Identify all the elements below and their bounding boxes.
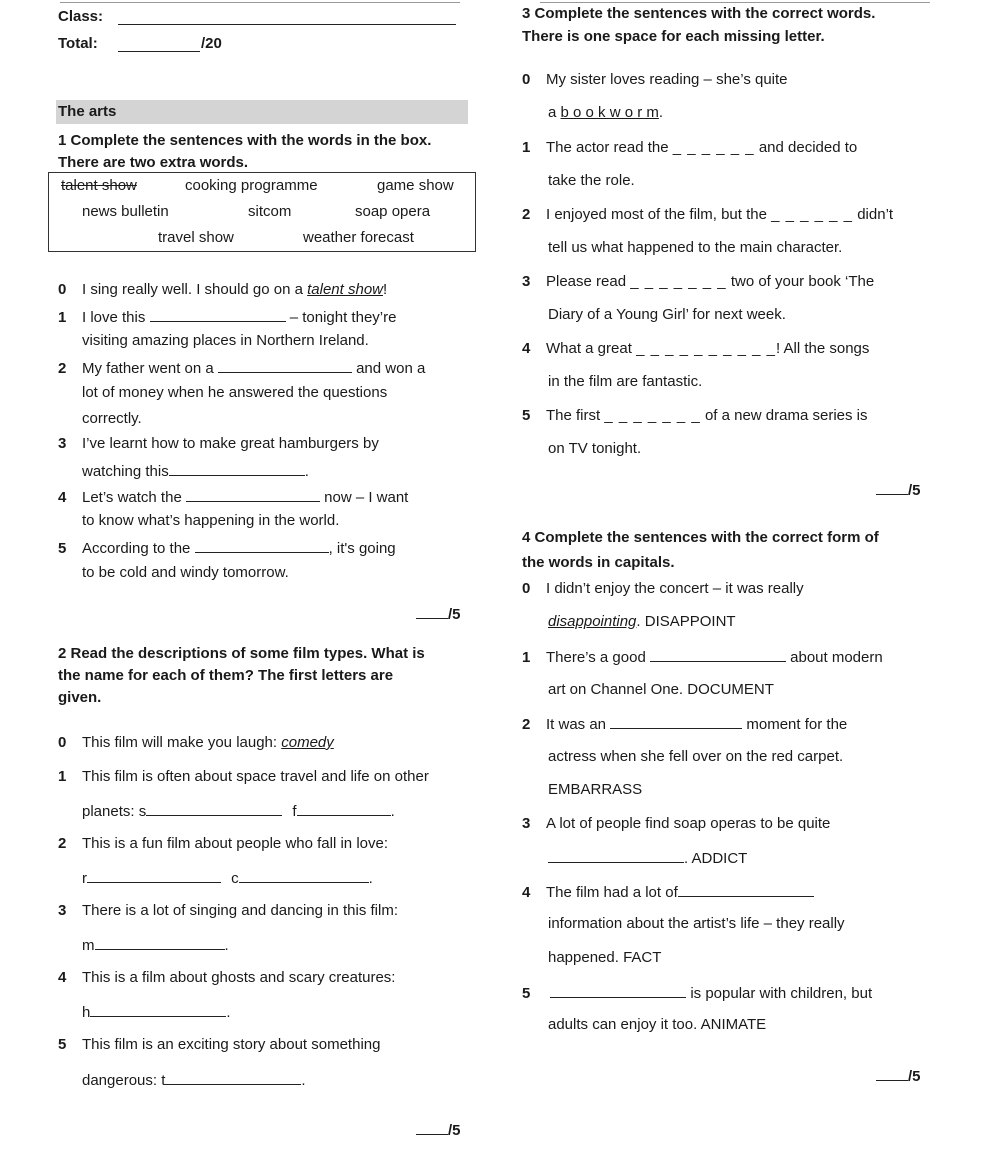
score-blank[interactable] xyxy=(876,1066,908,1081)
ex3-example: 0 My sister loves reading – she’s quite xyxy=(522,71,788,88)
class-label: Class: xyxy=(58,8,104,25)
word-box-item: soap opera xyxy=(355,203,431,220)
ex1-q2-cont: lot of money when he answered the questions xyxy=(82,384,388,401)
ex2-q1-cont: planets: s f . xyxy=(82,803,395,820)
class-field[interactable] xyxy=(118,10,456,25)
answer-blank[interactable] xyxy=(650,647,786,662)
ex1-q1-cont: visiting amazing places in Northern Ireland. xyxy=(82,332,369,349)
answer-blank[interactable] xyxy=(610,714,742,729)
answer-blank[interactable] xyxy=(95,935,225,950)
ex3-q5-cont: on TV tonight. xyxy=(548,440,642,457)
ex4-q2-cont: EMBARRASS xyxy=(548,781,643,798)
ex1-q4: 4 Let’s watch the now – I want xyxy=(58,489,409,506)
ex4-score: /5 xyxy=(876,1066,921,1085)
score-blank[interactable] xyxy=(876,480,908,495)
section-title: The arts xyxy=(58,103,117,120)
ex3-q4-cont: in the film are fantastic. xyxy=(548,373,703,390)
ex4-instruction: the words in capitals. xyxy=(522,554,675,571)
ex1-example: 0 I sing really well. I should go on a talent show! xyxy=(58,281,388,298)
ex3-q5: 5 The first _ _ _ _ _ _ _ of a new drama series is xyxy=(522,407,868,424)
ex2-score: /5 xyxy=(416,1120,461,1139)
ex4-q4-cont: happened. FACT xyxy=(548,949,662,966)
ex3-q4: 4 What a great _ _ _ _ _ _ _ _ _ _! All the songs xyxy=(522,340,870,357)
ex1-q5: 5 According to the , it's going xyxy=(58,540,396,557)
answer-blank[interactable] xyxy=(678,882,814,897)
ex3-instruction: There is one space for each missing letter. xyxy=(522,28,825,45)
word-box xyxy=(48,172,476,252)
word-box-item: cooking programme xyxy=(185,177,318,194)
ex1-q1: 1 I love this – tonight they’re xyxy=(58,309,397,326)
ex1-score: /5 xyxy=(416,604,461,623)
ex2-q3-cont: m . xyxy=(82,937,229,954)
total-value: /20 xyxy=(201,35,222,52)
ex4-q5: 5 is popular with children, but xyxy=(522,985,873,1002)
ex3-q3: 3 Please read _ _ _ _ _ _ _ two of your book ‘The xyxy=(522,273,875,290)
ex2-instruction: the name for each of them? The first letters are xyxy=(58,667,394,684)
word-box-item: talent show xyxy=(61,177,137,194)
word-box-item: weather forecast xyxy=(303,229,414,246)
ex4-q3-cont: . ADDICT xyxy=(548,848,747,867)
letter-blanks: _ _ _ _ _ _ xyxy=(771,206,854,223)
ex4-instruction: 4 Complete the sentences with the correct form of xyxy=(522,529,879,546)
total-label: Total: xyxy=(58,35,98,52)
ex2-q5: 5 This film is an exciting story about something xyxy=(58,1036,381,1053)
answer-blank[interactable] xyxy=(195,538,329,553)
ex2-q4: 4 This is a film about ghosts and scary creatures: xyxy=(58,969,396,986)
ex2-example: 0 This film will make you laugh: comedy xyxy=(58,734,334,751)
ex2-instruction: 2 Read the descriptions of some film types. What is xyxy=(58,645,425,662)
ex2-q2-cont: r c . xyxy=(82,870,373,887)
score-blank[interactable] xyxy=(416,1120,448,1135)
ex3-q3-cont: Diary of a Young Girl’ for next week. xyxy=(548,306,786,323)
answer-blank[interactable] xyxy=(550,983,686,998)
ex4-example-cont: disappointing. DISAPPOINT xyxy=(548,613,736,630)
ex3-example-cont: a b o o k w o r m. xyxy=(548,104,664,121)
ex2-q2: 2 This is a fun film about people who fall in love: xyxy=(58,835,388,852)
ex4-q5-cont: adults can enjoy it too. ANIMATE xyxy=(548,1016,767,1033)
answer-blank[interactable] xyxy=(297,801,391,816)
ex2-instruction: given. xyxy=(58,689,102,706)
ex3-q2-cont: tell us what happened to the main character. xyxy=(548,239,843,256)
word-box-item: sitcom xyxy=(248,203,292,220)
answer-blank[interactable] xyxy=(150,307,286,322)
answer-blank[interactable] xyxy=(218,358,352,373)
top-rule xyxy=(540,2,930,3)
section-heading-bar xyxy=(56,100,468,124)
answer-blank[interactable] xyxy=(548,848,684,863)
answer-blank[interactable] xyxy=(146,801,282,816)
ex1-q3-cont: watching this . xyxy=(82,463,309,480)
ex4-q4-cont: information about the artist’s life – they really xyxy=(548,915,845,932)
ex4-q4: 4 The film had a lot of xyxy=(522,882,814,901)
ex1-q5-cont: to be cold and windy tomorrow. xyxy=(82,564,289,581)
ex1-instruction: 1 Complete the sentences with the words in the box. xyxy=(58,132,432,149)
ex1-q3: 3 I’ve learnt how to make great hamburgers by xyxy=(58,435,379,452)
letter-blanks: _ _ _ _ _ _ _ xyxy=(604,407,701,424)
answer-blank[interactable] xyxy=(239,868,369,883)
letter-blanks: _ _ _ _ _ _ _ _ _ _ xyxy=(636,340,776,357)
ex3-q1: 1 The actor read the _ _ _ _ _ _ and decided to xyxy=(522,139,858,156)
ex4-q2: 2 It was an moment for the xyxy=(522,716,848,733)
total-field[interactable] xyxy=(118,37,200,52)
ex1-q2-cont: correctly. xyxy=(82,410,142,427)
ex2-q3: 3 There is a lot of singing and dancing in this film: xyxy=(58,902,399,919)
top-rule xyxy=(60,2,460,3)
answer-blank[interactable] xyxy=(165,1070,301,1085)
ex4-q1: 1 There’s a good about modern xyxy=(522,649,883,666)
answer-blank[interactable] xyxy=(186,487,320,502)
ex3-score: /5 xyxy=(876,480,921,499)
ex1-q4-cont: to know what’s happening in the world. xyxy=(82,512,340,529)
ex2-q5-cont: dangerous: t . xyxy=(82,1072,306,1089)
letter-blanks: _ _ _ _ _ _ xyxy=(672,139,755,156)
ex1-q2: 2 My father went on a and won a xyxy=(58,360,426,377)
answer-blank[interactable] xyxy=(169,461,305,476)
ex4-q1-cont: art on Channel One. DOCUMENT xyxy=(548,681,774,698)
ex3-q1-cont: take the role. xyxy=(548,172,635,189)
ex4-q2-cont: actress when she fell over on the red carpet. xyxy=(548,748,844,765)
ex3-instruction: 3 Complete the sentences with the correct words. xyxy=(522,5,876,22)
word-box-item: travel show xyxy=(158,229,234,246)
ex2-q1: 1 This film is often about space travel and life on other xyxy=(58,768,429,785)
answer-blank[interactable] xyxy=(90,1002,226,1017)
score-blank[interactable] xyxy=(416,604,448,619)
ex2-q4-cont: h . xyxy=(82,1004,231,1021)
ex4-q3: 3 A lot of people find soap operas to be quite xyxy=(522,815,831,832)
ex4-example: 0 I didn’t enjoy the concert – it was really xyxy=(522,580,804,597)
letter-blanks: _ _ _ _ _ _ _ xyxy=(630,273,727,290)
answer-blank[interactable] xyxy=(87,868,221,883)
ex1-instruction: There are two extra words. xyxy=(58,154,249,171)
ex3-q2: 2 I enjoyed most of the film, but the _ _ _ _ _ _ didn’t xyxy=(522,206,894,223)
word-box-item: game show xyxy=(377,177,454,194)
word-box-item: news bulletin xyxy=(82,203,169,220)
